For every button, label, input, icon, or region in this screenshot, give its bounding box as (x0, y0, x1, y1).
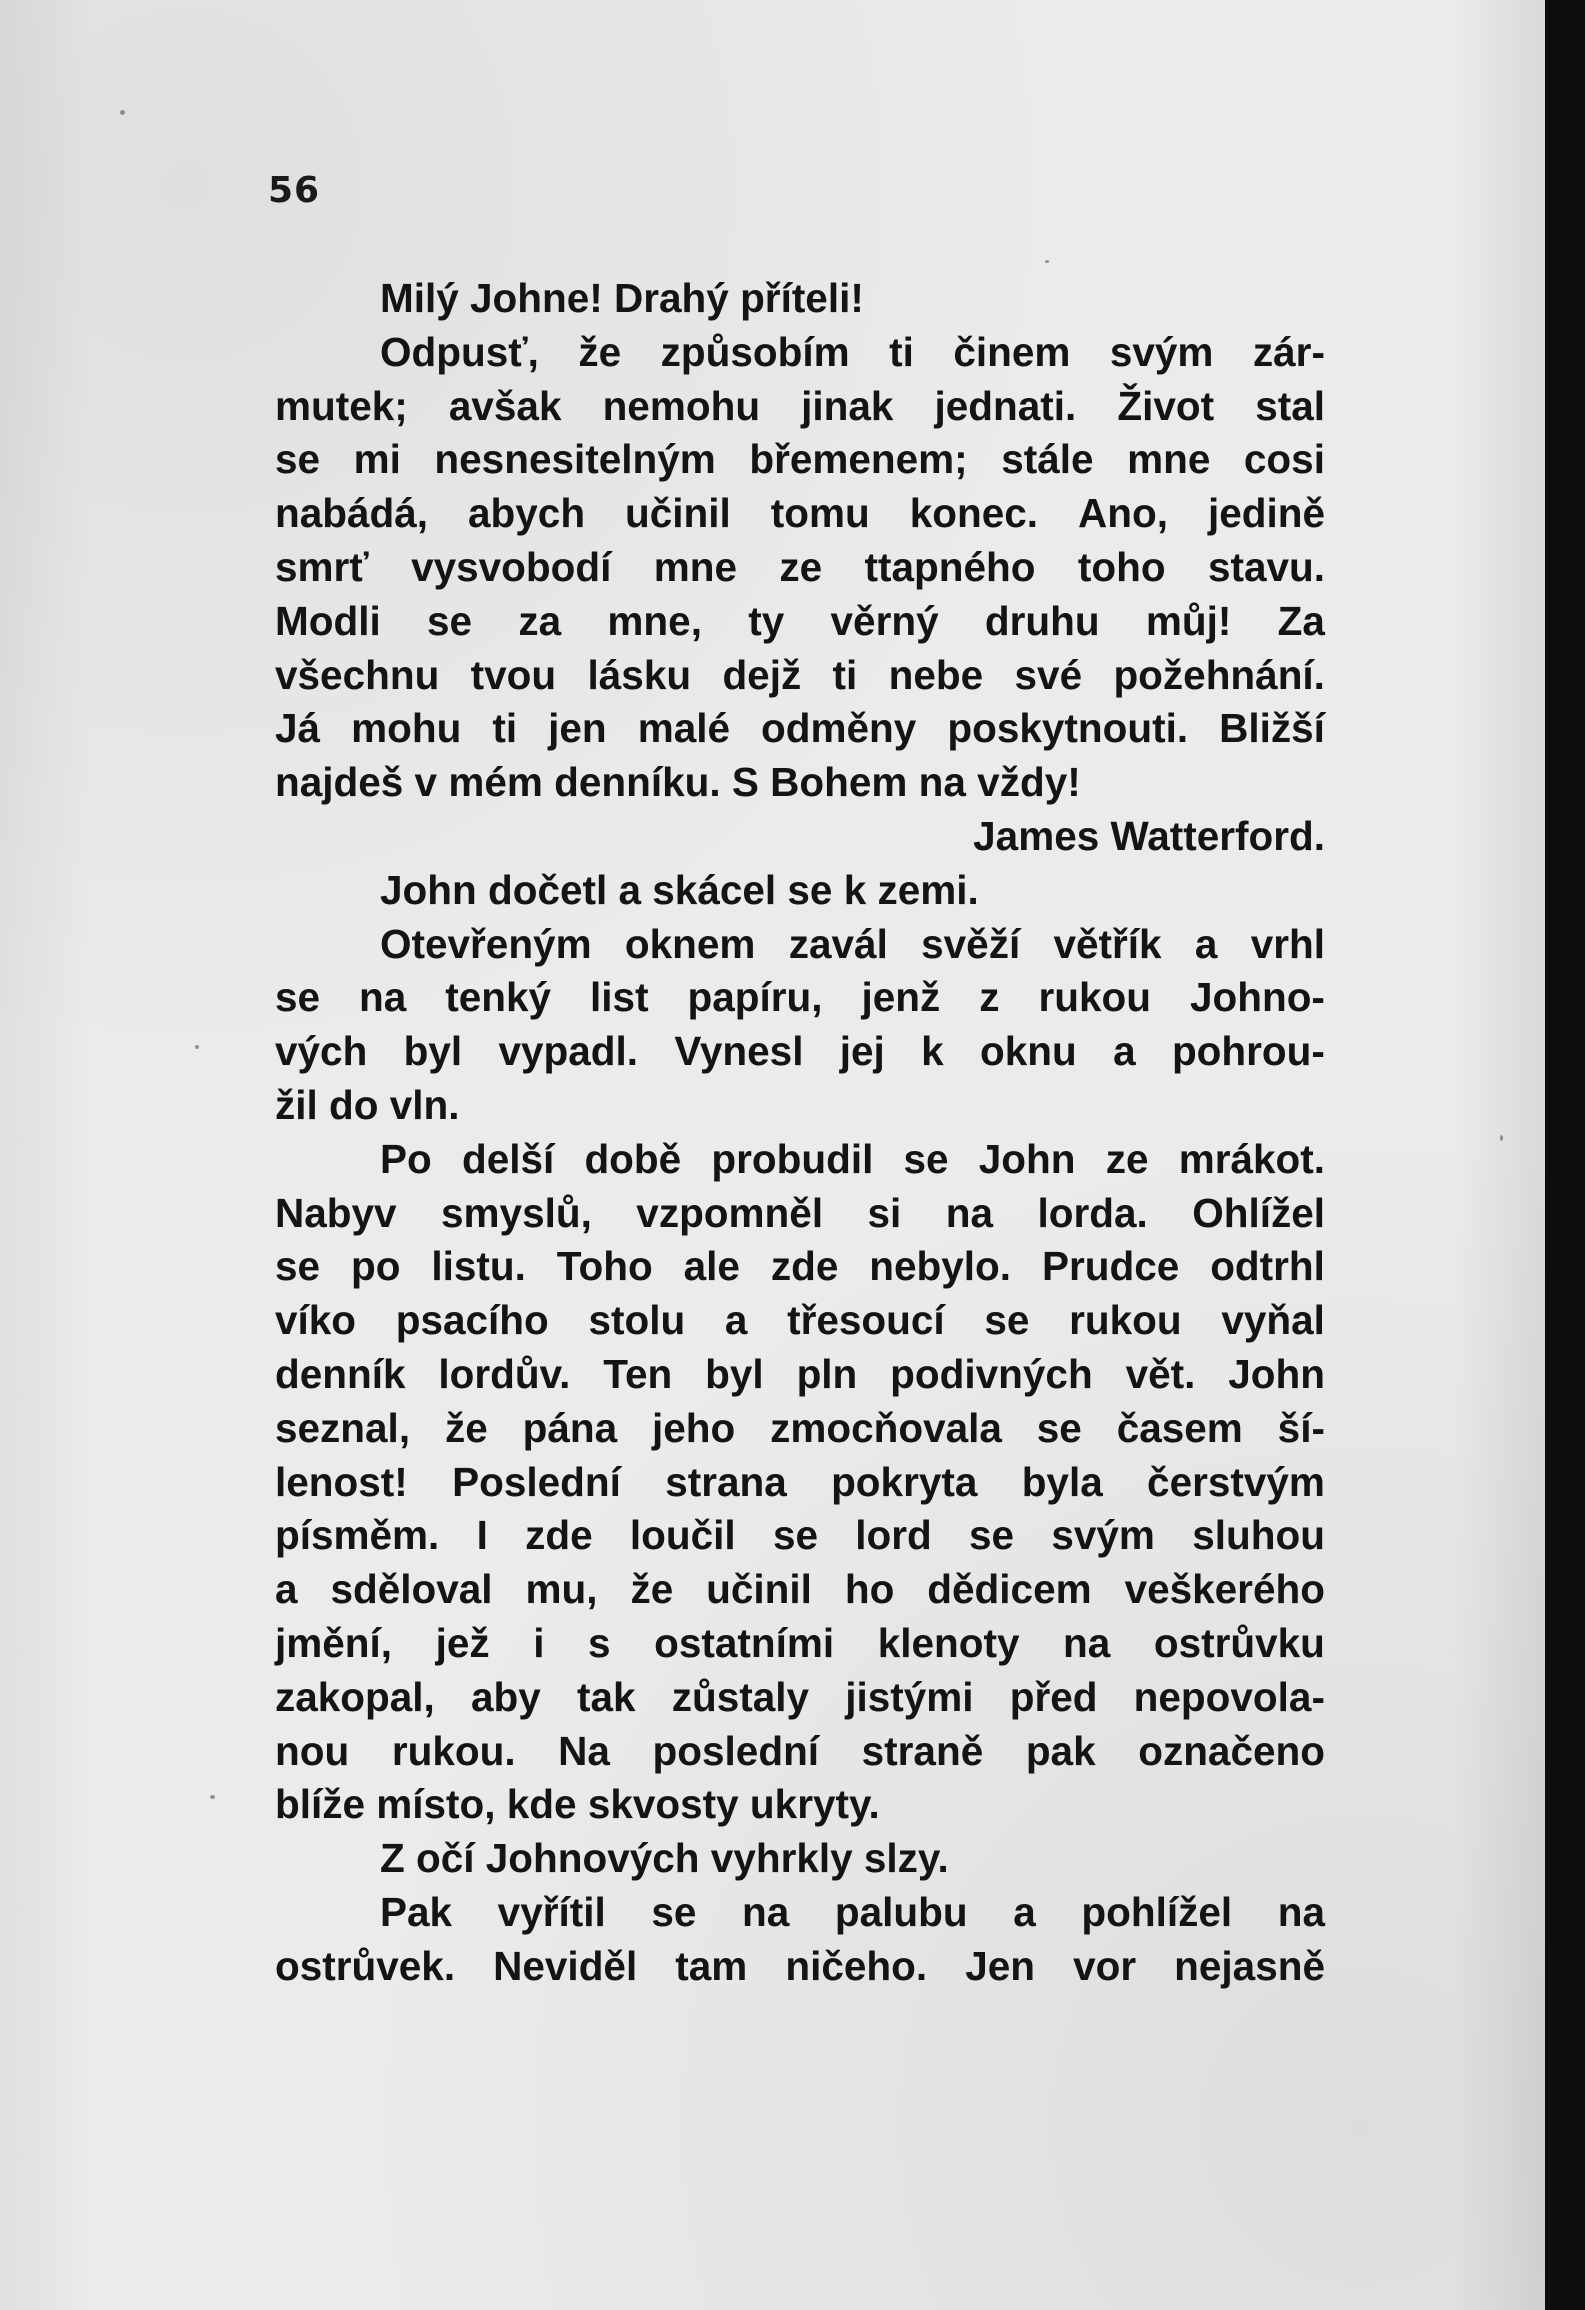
paragraph-signature (275, 810, 1325, 864)
text-line: Milý Johne! Drahý příteli! (380, 275, 864, 321)
paragraph-p-tears (275, 1832, 1325, 1886)
text-line: se mi nesnesitelným břemenem; stále mne cosi (275, 436, 1325, 483)
text-line: ostrůvek. Neviděl tam ničeho. Jen vor nejasně (275, 1942, 1325, 1989)
text-line: seznal, že pána jeho zmocňovala se časem ší- (275, 1404, 1325, 1451)
page-number: 56 (268, 170, 321, 211)
text-line: Nabyv smyslů, vzpomněl si na lorda. Ohlížel (275, 1189, 1325, 1236)
text-line: Já mohu ti jen malé odměny poskytnouti. Bližší (275, 705, 1325, 752)
paragraph-salutation (275, 272, 1325, 326)
text-line: najdeš v mém denníku. S Bohem na vždy! (275, 759, 1081, 806)
text-line: Z očí Johnových vyhrkly slzy. (380, 1835, 949, 1882)
text-line: jmění, jež i s ostatními klenoty na ostrůvku (275, 1619, 1325, 1666)
page-text (275, 272, 1325, 1994)
text-line: blíže místo, kde skvosty ukryty. (275, 1781, 880, 1828)
paragraph-p-diary (275, 1133, 1325, 1832)
text-line: smrť vysvobodí mne ze ttapného toho stavu. (275, 543, 1325, 590)
paper-speck (210, 1795, 215, 1799)
text-line: mutek; avšak nemohu jinak jednati. Život stal (275, 382, 1325, 429)
text-line: Pak vyřítil se na palubu a pohlížel na (380, 1888, 1325, 1935)
text-line: nabádá, abych učinil tomu konec. Ano, jedině (275, 490, 1325, 537)
text-line: John dočetl a skácel se k zemi. (380, 866, 979, 913)
text-line: písměm. I zde loučil se lord se svým sluhou (275, 1512, 1325, 1559)
text-line: James Watterford. (973, 812, 1325, 859)
paper-speck (195, 1045, 199, 1049)
text-line: se po listu. Toho ale zde nebylo. Prudce odtrhl (275, 1243, 1325, 1290)
paper-speck (1500, 1135, 1503, 1141)
text-line: Odpusť, že způsobím ti činem svým zár- (380, 328, 1325, 375)
paragraph-p-collapse (275, 864, 1325, 918)
paragraph-p-wind (275, 918, 1325, 1133)
text-line: Po delší době probudil se John ze mrákot. (380, 1135, 1325, 1182)
paragraph-p-deck (275, 1886, 1325, 1994)
text-line: Modli se za mne, ty věrný druhu můj! Za (275, 597, 1325, 644)
text-line: víko psacího stolu a třesoucí se rukou vyňal (275, 1297, 1325, 1344)
text-line: Otevřeným oknem zavál svěží větřík a vrhl (380, 920, 1325, 967)
paper-speck (120, 110, 125, 115)
paragraph-letter-body (275, 326, 1325, 810)
text-line: se na tenký list papíru, jenž z rukou Johno- (275, 974, 1325, 1021)
text-line: lenost! Poslední strana pokryta byla čerstvým (275, 1458, 1325, 1505)
text-line: všechnu tvou lásku dejž ti nebe své požehnání. (275, 651, 1325, 698)
text-line: vých byl vypadl. Vynesl jej k oknu a pohrou- (275, 1028, 1325, 1075)
text-line: denník lordův. Ten byl pln podivných vět. John (275, 1350, 1325, 1397)
text-line: zakopal, aby tak zůstaly jistými před nepovola- (275, 1673, 1325, 1720)
text-line: nou rukou. Na poslední straně pak označeno (275, 1727, 1325, 1774)
text-line: a sděloval mu, že učinil ho dědicem veškerého (275, 1566, 1325, 1613)
text-line: žil do vln. (275, 1081, 460, 1128)
paper-speck (1045, 260, 1049, 263)
scan-edge (1545, 0, 1585, 2310)
